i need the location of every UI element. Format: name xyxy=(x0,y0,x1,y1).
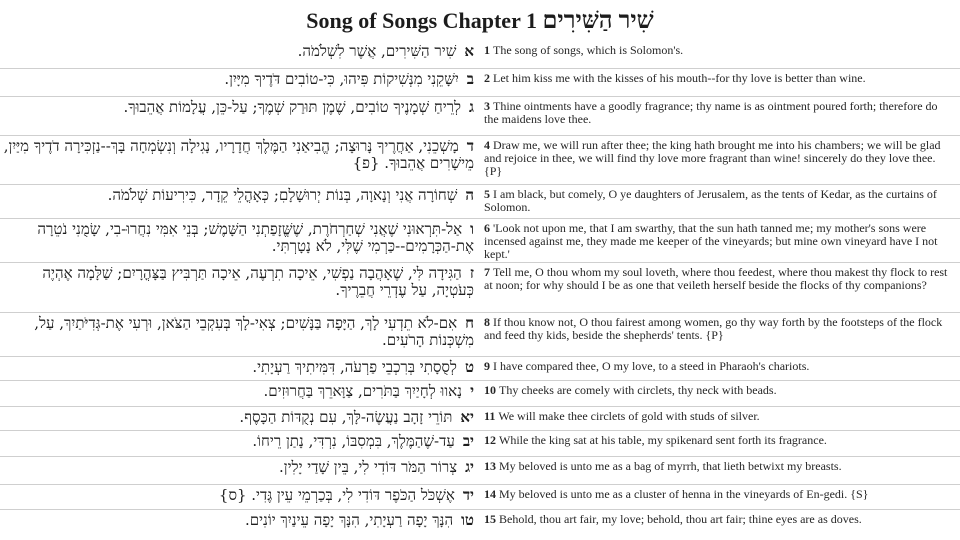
hebrew-verse-text: לְרֵיחַ שְׁמָנֶיךָ טוֹבִים, שֶׁמֶן תּוּרַק שְׁמֶךָ; עַל-כֵּן, עֲלָמוֹת אֲהֵבוּךָ. xyxy=(123,98,462,116)
hebrew-verse xyxy=(0,459,474,476)
hebrew-verse xyxy=(0,71,474,88)
english-verse-text: Behold, thou art fair, my love; behold, thou art fair; thine eyes are as doves. xyxy=(499,512,862,526)
hebrew-verse-number: ח xyxy=(465,314,474,332)
hebrew-verse-text: צְרוֹר הַמֹּר דּוֹדִי לִי, בֵּין שָׁדַי יָלִין. xyxy=(279,458,458,476)
english-verse xyxy=(484,188,952,214)
english-verse-number: 4 xyxy=(484,138,490,152)
english-verse-text: 'Look not upon me, that I am swarthy, that the sun hath tanned me; my mother's sons were incensed against me, they made me keeper of the vineyards; but mine own vineyard have I not kept.' xyxy=(484,221,938,261)
hebrew-verse-text: הִנָּךְ יָפָה רַעְיָתִי, הִנָּךְ יָפָה עֵינַיִךְ יוֹנִים. xyxy=(244,511,454,529)
hebrew-verse-number: יב xyxy=(462,432,474,450)
hebrew-verse xyxy=(0,433,474,450)
hebrew-verse-text: תּוֹרֵי זָהָב נַעֲשֶׂה-לָּךְ, עִם נְקֻדּוֹת הַכָּסֶף. xyxy=(239,408,453,426)
hebrew-verse xyxy=(0,512,474,529)
verse-row xyxy=(0,40,960,68)
english-verse-number: 5 xyxy=(484,187,490,201)
english-verse-text: While the king sat at his table, my spikenard sent forth its fragrance. xyxy=(499,433,827,447)
english-verse-text: My beloved is unto me as a cluster of henna in the vineyards of En-gedi. {S} xyxy=(499,487,869,501)
english-verse xyxy=(484,44,952,57)
english-verse-number: 14 xyxy=(484,487,496,501)
hebrew-verse xyxy=(0,138,474,172)
verse-row xyxy=(0,380,960,406)
english-verse-text: Thine ointments have a goodly fragrance; thy name is as ointment poured forth; therefore do the maidens love thee. xyxy=(484,99,938,126)
hebrew-verse-number: יא xyxy=(460,408,474,426)
title-english: Song of Songs Chapter 1 xyxy=(306,8,537,33)
english-verse xyxy=(484,513,952,526)
hebrew-verse xyxy=(0,99,474,116)
hebrew-verse-text: שִׁיר הַשִּׁירִים, אֲשֶׁר לִשְׁלֹמֹה. xyxy=(297,42,457,60)
english-verse-text: The song of songs, which is Solomon's. xyxy=(493,43,684,57)
hebrew-verse-text: נָאווּ לְחָיַיִךְ בַּתֹּרִים, צַוָּארֵךְ בַּחֲרוּזִים. xyxy=(263,382,463,400)
page-title xyxy=(0,6,960,36)
english-verse xyxy=(484,488,952,501)
english-verse-text: I have compared thee, O my love, to a steed in Pharaoh's chariots. xyxy=(493,359,810,373)
english-verse-number: 6 xyxy=(484,221,490,235)
hebrew-verse xyxy=(0,409,474,426)
english-verse-text: Draw me, we will run after thee; the king hath brought me into his chambers; we will be glad and rejoice in thee, we will find thy love more fragrant than wine! sincerely do they love thee. {P} xyxy=(484,138,941,178)
hebrew-verse-text: יִשָּׁקֵנִי מִנְּשִׁיקוֹת פִּיהוּ, כִּי-טוֹבִים דֹּדֶיךָ מִיָּיִן. xyxy=(224,70,459,88)
hebrew-verse-number: יד xyxy=(462,486,474,504)
english-verse xyxy=(484,434,952,447)
english-verse-number: 8 xyxy=(484,315,490,329)
english-verse-number: 11 xyxy=(484,409,496,423)
english-verse-number: 15 xyxy=(484,512,496,526)
hebrew-verse-text: לְסֻסָתִי בְּרִכְבֵי פַרְעֹה, דִּמִּיתִיךְ רַעְיָתִי. xyxy=(252,358,457,376)
hebrew-verse xyxy=(0,265,474,299)
hebrew-verse-number: טו xyxy=(461,511,474,529)
verse-row xyxy=(0,509,960,535)
hebrew-verse-number: ב xyxy=(466,70,474,88)
hebrew-verse-number: א xyxy=(464,42,474,60)
hebrew-verse xyxy=(0,359,474,376)
english-verse-text: Thy cheeks are comely with circlets, thy neck with beads. xyxy=(499,383,777,397)
verse-row xyxy=(0,456,960,484)
english-verse-number: 3 xyxy=(484,99,490,113)
english-verse xyxy=(484,384,952,397)
english-verse xyxy=(484,266,952,292)
verse-row xyxy=(0,218,960,262)
verse-row xyxy=(0,406,960,430)
english-verse-number: 7 xyxy=(484,265,490,279)
hebrew-verse-number: ד xyxy=(466,137,474,155)
english-verse xyxy=(484,360,952,373)
english-verse-text: Let him kiss me with the kisses of his mouth--for thy love is better than wine. xyxy=(493,71,866,85)
hebrew-verse xyxy=(0,383,474,400)
verse-row xyxy=(0,135,960,184)
hebrew-verse-number: ה xyxy=(465,186,474,204)
verse-row xyxy=(0,68,960,96)
english-verse xyxy=(484,222,952,261)
verse-row xyxy=(0,184,960,218)
hebrew-verse xyxy=(0,221,474,255)
verse-row xyxy=(0,96,960,135)
hebrew-verse-number: ג xyxy=(469,98,474,116)
english-verse-number: 10 xyxy=(484,383,496,397)
verse-row xyxy=(0,312,960,356)
english-verse xyxy=(484,139,952,178)
hebrew-verse-text: אִם-לֹא תֵדְעִי לָךְ, הַיָּפָה בַּנָּשִׁים; צְאִי-לָךְ בְּעִקְבֵי הַצֹּאן, וּרְעִי אֶת-גְּדִיֹּתַיִךְ, עַל, מִשְׁכְּנוֹת הָרֹעִים. xyxy=(34,314,474,349)
hebrew-verse-text: אַל-תִּרְאוּנִי שֶׁאֲנִי שְׁחַרְחֹרֶת, שֶׁשֱּׁזָפַתְנִי הַשָּׁמֶשׁ; בְּנֵי אִמִּי נִחֲרוּ-בִי, שָׂמֻנִי נֹטֵרָה אֶת-הַכְּרָמִים--כַּרְמִי שֶׁלִּי, לֹא נָטָרְתִּי. xyxy=(37,220,474,255)
hebrew-verse xyxy=(0,187,474,204)
english-verse-text: If thou know not, O thou fairest among women, go thy way forth by the footsteps of the flock and feed thy kids, beside the shepherds' tents. {P} xyxy=(484,315,943,342)
hebrew-verse-number: ט xyxy=(464,358,474,376)
english-verse xyxy=(484,72,952,85)
hebrew-verse-number: ו xyxy=(470,220,474,238)
english-verse-text: My beloved is unto me as a bag of myrrh, that lieth betwixt my breasts. xyxy=(499,459,842,473)
hebrew-verse xyxy=(0,43,474,60)
english-verse-number: 9 xyxy=(484,359,490,373)
english-verse-text: Tell me, O thou whom my soul loveth, where thou feedest, where thou makest thy flock to rest at noon; for why should I be as one that veileth herself beside the flocks of thy companions? xyxy=(484,265,948,292)
english-verse xyxy=(484,460,952,473)
hebrew-verse-number: י xyxy=(470,382,474,400)
english-verse-number: 12 xyxy=(484,433,496,447)
hebrew-verse xyxy=(0,487,474,504)
title-hebrew: שִׁיר הַשִּׁירִים xyxy=(542,8,654,34)
english-verse-text: I am black, but comely, O ye daughters of Jerusalem, as the tents of Kedar, as the curtains of Solomon. xyxy=(484,187,937,214)
english-verse-text: We will make thee circlets of gold with studs of silver. xyxy=(498,409,760,423)
hebrew-verse-number: ז xyxy=(469,264,474,282)
hebrew-verse-text: שְׁחוֹרָה אֲנִי וְנָאוָה, בְּנוֹת יְרוּשָׁלָםִ; כְּאָהֳלֵי קֵדָר, כִּירִיעוֹת שְׁלֹמֹה. xyxy=(107,186,458,204)
verse-row xyxy=(0,430,960,456)
verse-row xyxy=(0,484,960,509)
hebrew-verse-text: מָשְׁכֵנִי, אַחֲרֶיךָ נָּרוּצָה; הֱבִיאַנִי הַמֶּלֶךְ חֲדָרָיו, נָגִילָה וְנִשְׂמְחָה בָּךְ--נַזְכִּירָה דֹדֶיךָ מִיַּיִן, מֵישָׁרִים אֲהֵבוּךָ. {פ} xyxy=(3,137,474,172)
english-verse xyxy=(484,316,952,342)
hebrew-verse-text: אֶשְׁכֹּל הַכֹּפֶר דּוֹדִי לִי, בְּכַרְמֵי עֵין גֶּדִי. {ס} xyxy=(218,486,455,504)
english-verse xyxy=(484,100,952,126)
hebrew-verse-text: הַגִּידָה לִּי, שֶׁאָהֲבָה נַפְשִׁי, אֵיכָה תִרְעֶה, אֵיכָה תַּרְבִּיץ בַּצָּהֳרָיִם; שַׁלָּמָה אֶהְיֶה כְּעֹטְיָה, עַל עֶדְרֵי חֲבֵרֶיךָ. xyxy=(42,264,474,299)
verse-row xyxy=(0,262,960,312)
hebrew-verse-text: עַד-שֶׁהַמֶּלֶךְ, בִּמְסִבּוֹ, נִרְדִּי, נָתַן רֵיחוֹ. xyxy=(252,432,455,450)
english-verse-number: 1 xyxy=(484,43,490,57)
hebrew-verse xyxy=(0,315,474,349)
verse-row xyxy=(0,356,960,380)
english-verse-number: 2 xyxy=(484,71,490,85)
hebrew-verse-number: יג xyxy=(465,458,474,476)
english-verse xyxy=(484,410,952,423)
english-verse-number: 13 xyxy=(484,459,496,473)
